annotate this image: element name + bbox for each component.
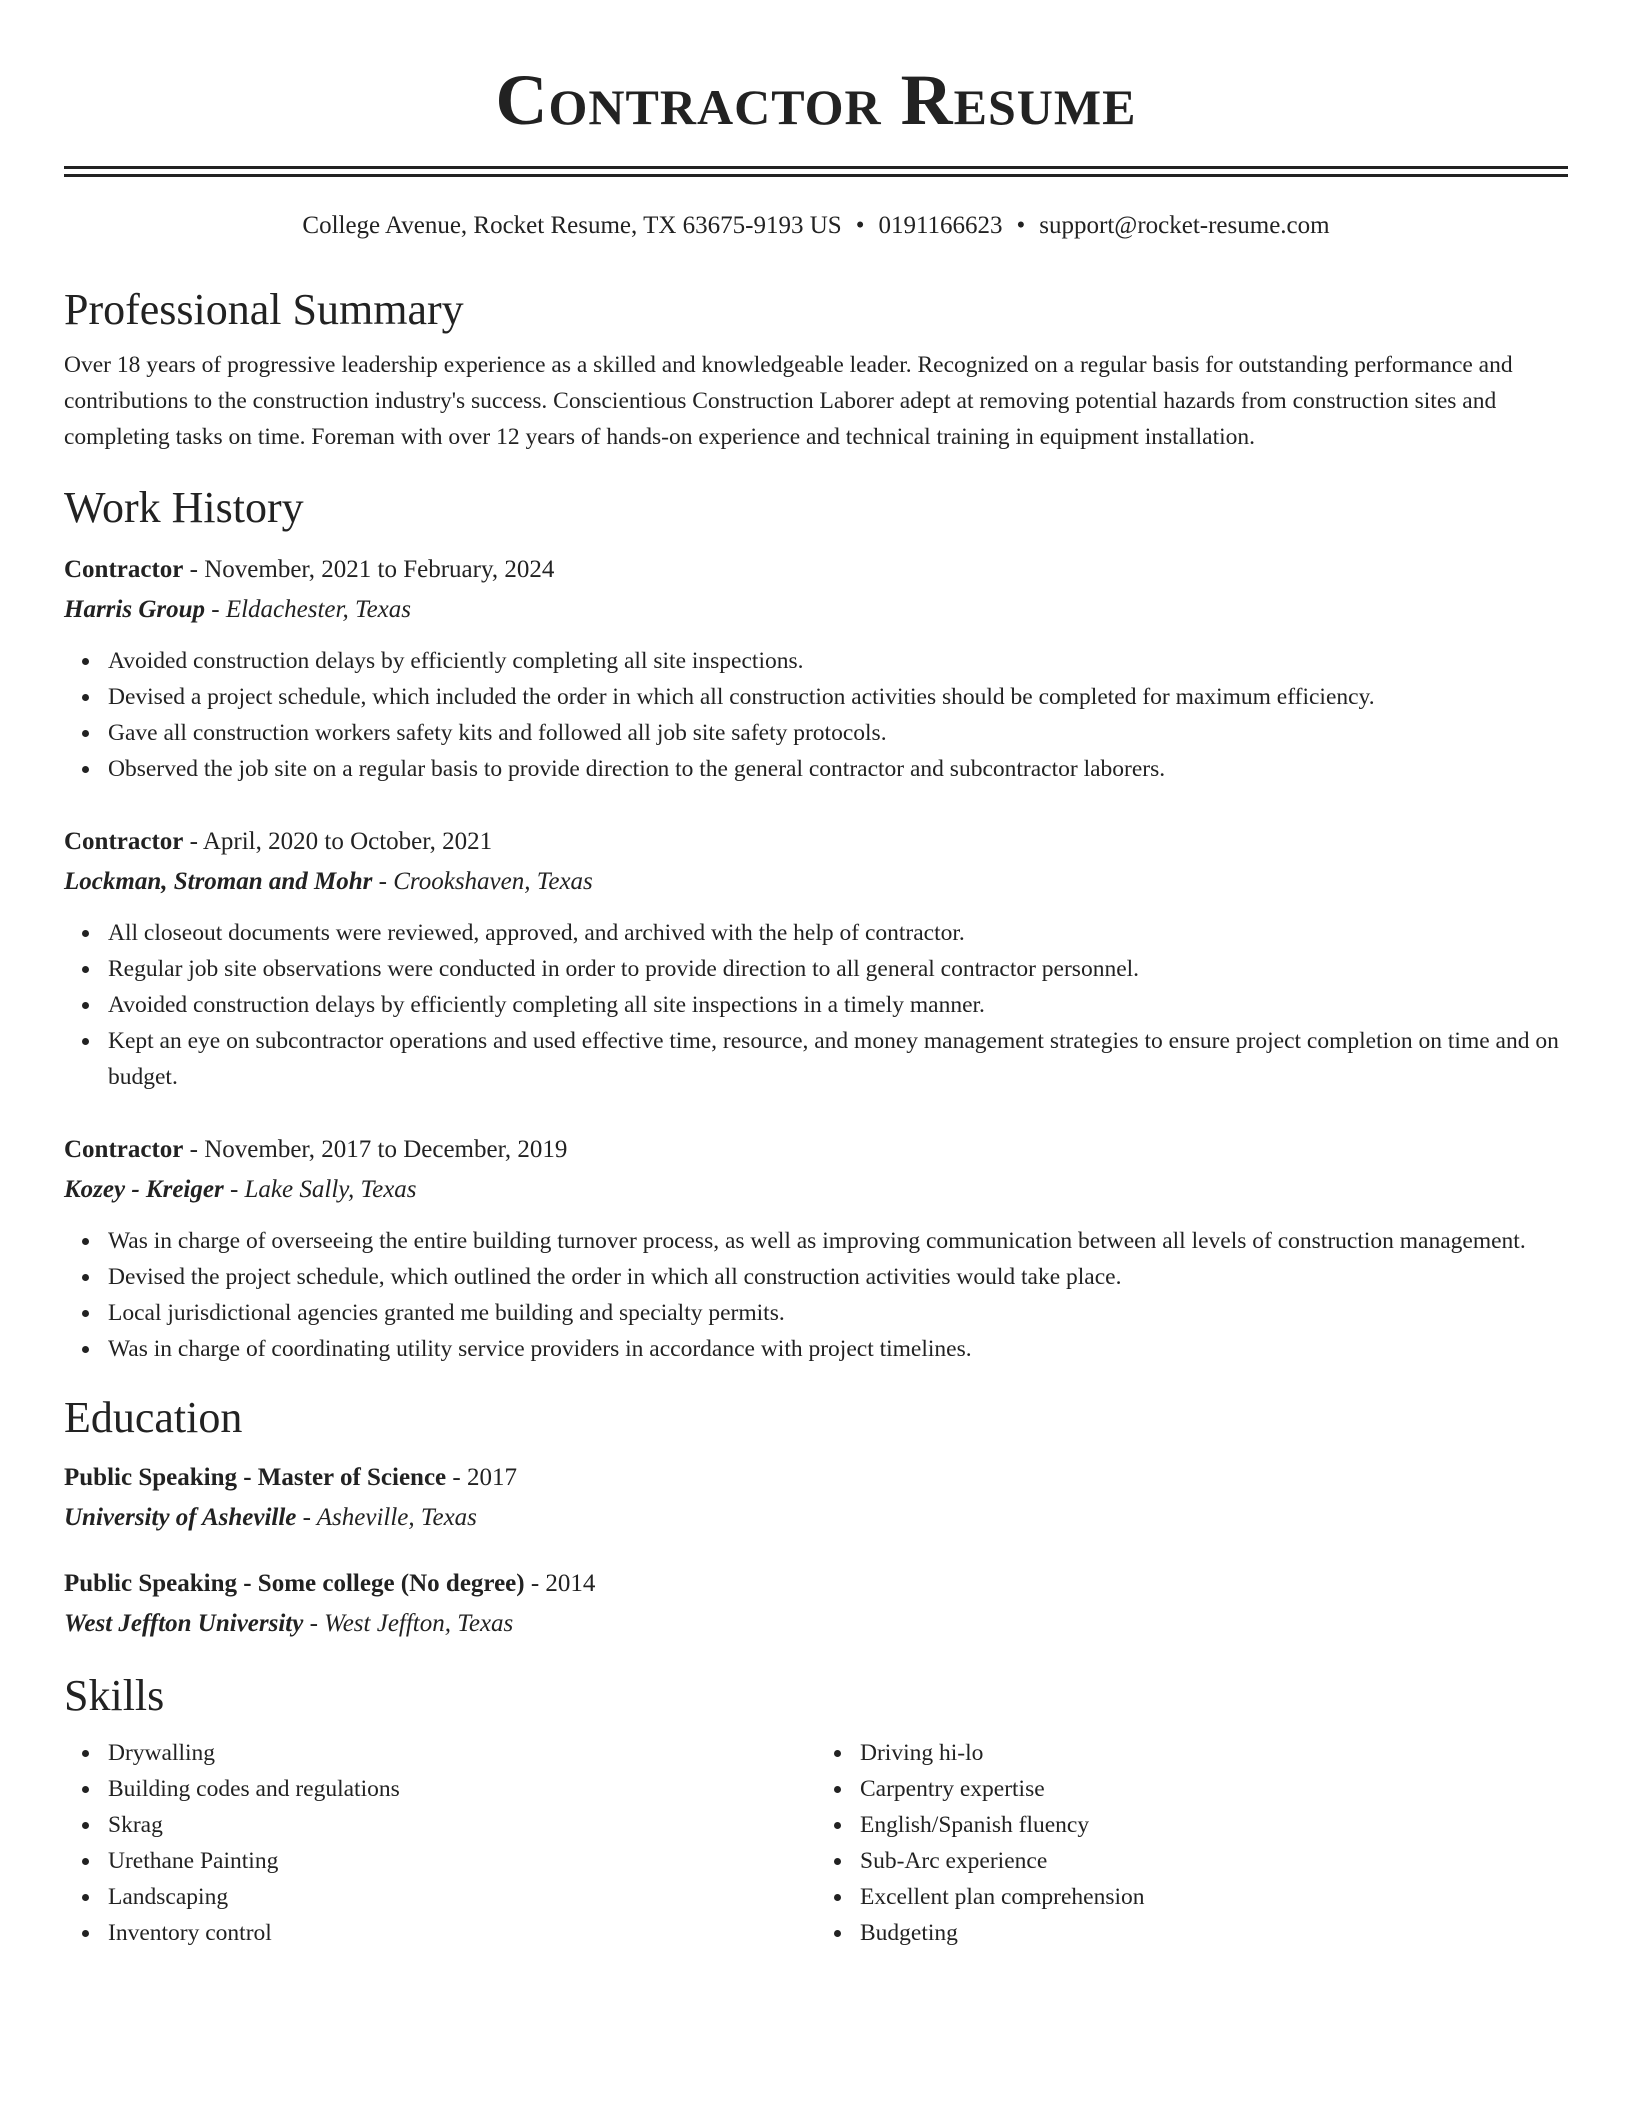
job-entry — [64, 823, 1568, 1095]
job-location: - Crookshaven, Texas — [372, 868, 593, 895]
job-title: Contractor — [64, 556, 184, 583]
job-title-line — [64, 823, 1568, 861]
job-company-line — [64, 863, 1568, 901]
education-entry — [64, 1459, 1568, 1537]
skill-item: Carpentry expertise — [860, 1771, 1568, 1807]
school-line — [64, 1499, 1568, 1537]
contact-email: support@rocket-resume.com — [1039, 212, 1330, 239]
job-location: - Eldachester, Texas — [205, 596, 412, 623]
job-entry — [64, 551, 1568, 787]
list-item: Gave all construction workers safety kits and followed all job site safety protocols. — [108, 715, 1568, 751]
degree-line — [64, 1459, 1568, 1497]
degree-year: - 2014 — [524, 1570, 596, 1597]
job-entry — [64, 1131, 1568, 1367]
contact-separator: • — [1016, 212, 1026, 239]
list-item: Kept an eye on subcontractor operations and used effective time, resource, and money management strategies to ensure project completion on time and on budget. — [108, 1023, 1568, 1095]
contact-phone: 0191166623 — [878, 212, 1003, 239]
contact-separator: • — [855, 212, 865, 239]
job-dates: - April, 2020 to October, 2021 — [183, 828, 493, 855]
job-duties — [64, 915, 1568, 1095]
job-dates: - November, 2017 to December, 2019 — [183, 1136, 568, 1163]
degree-line — [64, 1565, 1568, 1603]
job-location: - Lake Sally, Texas — [223, 1176, 417, 1203]
job-company-line — [64, 591, 1568, 629]
list-item: Was in charge of overseeing the entire building turnover process, as well as improving communication between all levels of construction management. — [108, 1223, 1568, 1259]
school-location: - West Jeffton, Texas — [303, 1610, 514, 1637]
school: West Jeffton University — [64, 1610, 304, 1637]
job-dates: - November, 2021 to February, 2024 — [183, 556, 555, 583]
list-item: Local jurisdictional agencies granted me building and specialty permits. — [108, 1295, 1568, 1331]
skill-item: Excellent plan comprehension — [860, 1879, 1568, 1915]
skills-column-right — [816, 1735, 1568, 1951]
skill-item: Inventory control — [108, 1915, 816, 1951]
list-item: Devised a project schedule, which included the order in which all construction activities should be completed for maximum efficiency. — [108, 679, 1568, 715]
job-title-line — [64, 551, 1568, 589]
skill-item: Driving hi-lo — [860, 1735, 1568, 1771]
list-item: Avoided construction delays by efficiently completing all site inspections. — [108, 643, 1568, 679]
skills-column-left — [64, 1735, 816, 1951]
education-entry — [64, 1565, 1568, 1643]
contact-line — [64, 209, 1568, 243]
skill-item: Urethane Painting — [108, 1843, 816, 1879]
school: University of Asheville — [64, 1504, 297, 1531]
skill-item: Drywalling — [108, 1735, 816, 1771]
list-item: Was in charge of coordinating utility service providers in accordance with project timelines. — [108, 1331, 1568, 1367]
list-item: All closeout documents were reviewed, approved, and archived with the help of contractor. — [108, 915, 1568, 951]
skill-item: Building codes and regulations — [108, 1771, 816, 1807]
list-item: Avoided construction delays by efficiently completing all site inspections in a timely manner. — [108, 987, 1568, 1023]
degree-year: - 2017 — [446, 1464, 517, 1491]
job-company: Lockman, Stroman and Mohr — [64, 868, 373, 895]
job-title-line — [64, 1131, 1568, 1169]
skills-heading: Skills — [64, 1671, 165, 1720]
resume-title: Contractor Resume — [495, 60, 1137, 140]
degree: Public Speaking - Master of Science — [64, 1464, 447, 1491]
school-location: - Asheville, Texas — [296, 1504, 477, 1531]
job-duties — [64, 1223, 1568, 1367]
summary-heading: Professional Summary — [64, 285, 464, 334]
school-line — [64, 1605, 1568, 1643]
skills-grid — [64, 1735, 1568, 1951]
degree: Public Speaking - Some college (No degree) — [64, 1570, 525, 1597]
summary-text: Over 18 years of progressive leadership experience as a skilled and knowledgeable leader. Recognized on a regular basis for outstanding performance and contributions to the construction industry's success. Conscientious Construction Laborer adept at removing potential hazards from construction sites and completing tasks on time. Foreman with over 12 years of hands-on experience and technical training in equipment installation. — [64, 352, 1513, 450]
job-company-line — [64, 1171, 1568, 1209]
list-item: Observed the job site on a regular basis to provide direction to the general contractor and subcontractor laborers. — [108, 751, 1568, 787]
list-item: Regular job site observations were conducted in order to provide direction to all general contractor personnel. — [108, 951, 1568, 987]
skill-item: English/Spanish fluency — [860, 1807, 1568, 1843]
title-divider — [64, 166, 1568, 177]
education-heading: Education — [64, 1393, 243, 1442]
skills-section — [64, 1669, 1568, 1951]
job-title: Contractor — [64, 1136, 184, 1163]
skill-item: Skrag — [108, 1807, 816, 1843]
skill-item: Landscaping — [108, 1879, 816, 1915]
job-title: Contractor — [64, 828, 184, 855]
list-item: Devised the project schedule, which outlined the order in which all construction activities would take place. — [108, 1259, 1568, 1295]
work-history-section — [64, 481, 1568, 1367]
job-duties — [64, 643, 1568, 787]
work-history-heading: Work History — [64, 483, 304, 532]
summary-section — [64, 283, 1568, 455]
contact-address: College Avenue, Rocket Resume, TX 63675-9193 US — [302, 212, 842, 239]
job-company: Harris Group — [64, 596, 206, 623]
education-section — [64, 1391, 1568, 1643]
job-company: Kozey - Kreiger — [64, 1176, 224, 1203]
skill-item: Sub-Arc experience — [860, 1843, 1568, 1879]
skill-item: Budgeting — [860, 1915, 1568, 1951]
